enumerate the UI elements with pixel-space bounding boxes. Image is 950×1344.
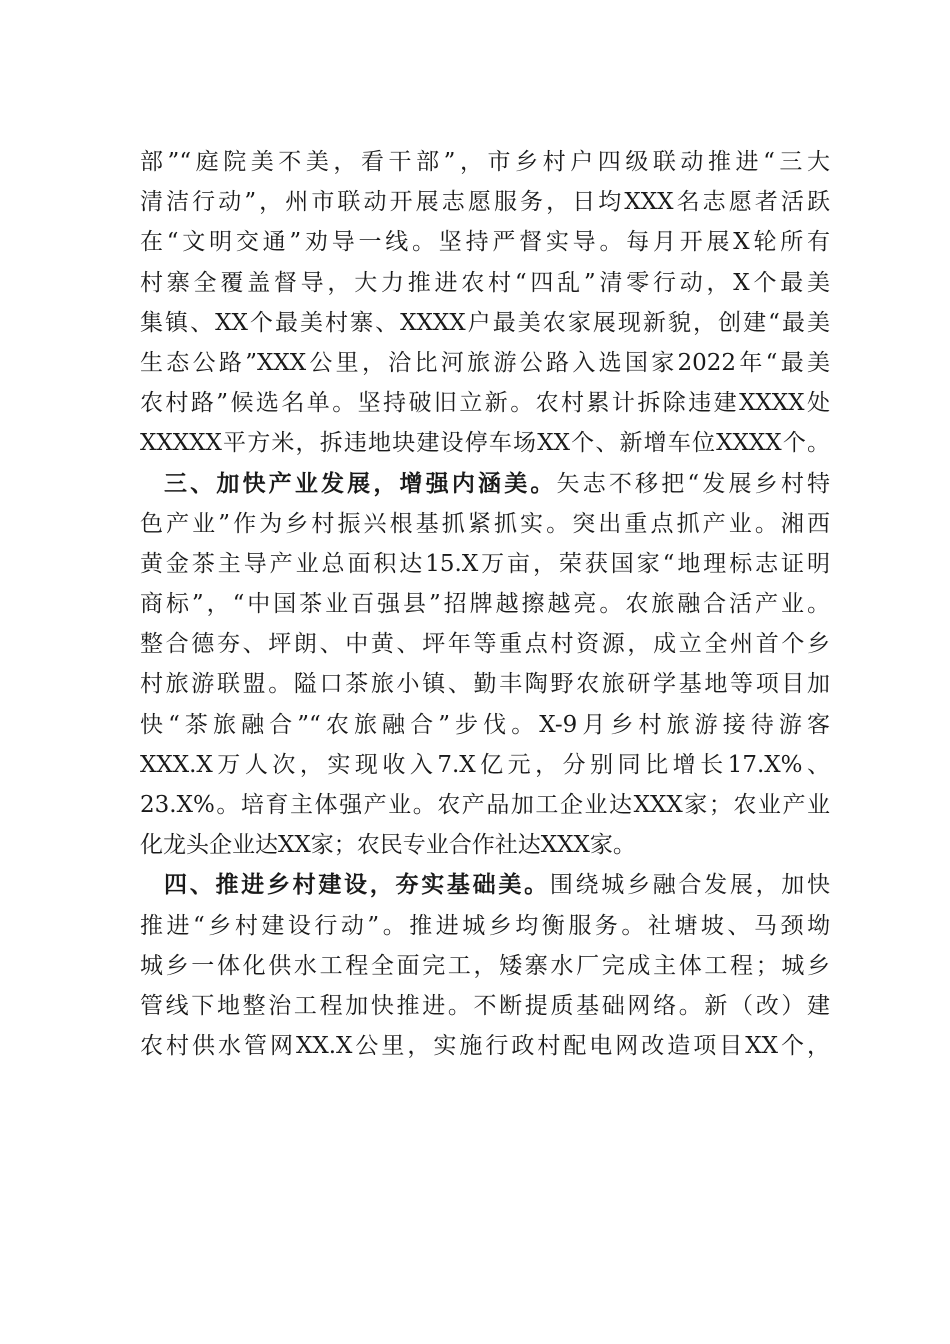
text-line: 推进“乡村建设行动”。推进城乡均衡服务。社塘坡、马颈坳: [140, 912, 830, 939]
text-line: 管线下地整治工程加快推进。不断提质基础网络。新（改）建: [140, 992, 830, 1019]
text-line: 城乡一体化供水工程全面完工，矮寨水厂完成主体工程；城乡: [140, 952, 830, 979]
text-line: 集镇、XX个最美村寨、XXXX户最美农家展现新貌，创建“最美: [140, 309, 830, 336]
text-run: 矢志不移把“发展乡村特: [556, 470, 830, 497]
paragraph-first-line: [140, 464, 830, 504]
text-line: 色产业”作为乡村振兴根基抓紧抓实。突出重点抓产业。湘西: [140, 510, 830, 537]
text-line: 整合德夯、坪朗、中黄、坪年等重点村资源，成立全州首个乡: [140, 631, 830, 658]
document-body: [140, 142, 830, 1066]
paragraph-first-line: [140, 865, 830, 905]
text-line: 商标”，“中国茶业百强县”招牌越擦越亮。农旅融合活产业。: [140, 591, 830, 618]
text-line: 生态公路”XXX公里，洽比河旅游公路入选国家2022年“最美: [140, 349, 830, 376]
text-line: 快“茶旅融合”“农旅融合”步伐。X-9月乡村旅游接待游客: [140, 711, 830, 738]
text-line: 部”“庭院美不美，看干部”，市乡村户四级联动推进“三大: [140, 149, 830, 175]
section-heading-industry: 三、加快产业发展，增强内涵美。: [164, 470, 557, 497]
text-line: XXX.X万人次，实现收入7.X亿元，分别同比增长17.X%、: [140, 751, 830, 778]
text-line: 黄金茶主导产业总面积达15.X万亩，荣获国家“地理标志证明: [140, 550, 830, 577]
paragraph-industry: [140, 464, 830, 866]
text-line: 化龙头企业达XX家；农民专业合作社达XXX家。: [140, 832, 636, 859]
text-line: 23.X%。培育主体强产业。农产品加工企业达XXX家；农业产业: [140, 792, 830, 818]
text-run: 围绕城乡融合发展，加快: [549, 872, 831, 899]
text-line: 村旅游联盟。隘口茶旅小镇、勤丰陶野农旅研学基地等项目加: [140, 671, 830, 698]
text-line: 在“文明交通”劝导一线。坚持严督实导。每月开展X轮所有: [140, 229, 830, 256]
text-line: 农村路”候选名单。坚持破旧立新。农村累计拆除违建XXXX处: [140, 390, 830, 417]
section-heading-construction: 四、推进乡村建设，夯实基础美。: [164, 872, 550, 899]
text-line: 农村供水管网XX.X公里，实施行政村配电网改造项目XX个，: [140, 1033, 830, 1060]
text-line: 清洁行动”，州市联动开展志愿服务，日均XXX名志愿者活跃: [140, 189, 830, 216]
paragraph-environment: [140, 142, 830, 464]
text-line: XXXXX平方米，拆违地块建设停车场XX个、新增车位XXXX个。: [140, 430, 830, 457]
paragraph-construction: [140, 865, 830, 1066]
text-line: 村寨全覆盖督导，大力推进农村“四乱”清零行动，X个最美: [140, 269, 830, 296]
